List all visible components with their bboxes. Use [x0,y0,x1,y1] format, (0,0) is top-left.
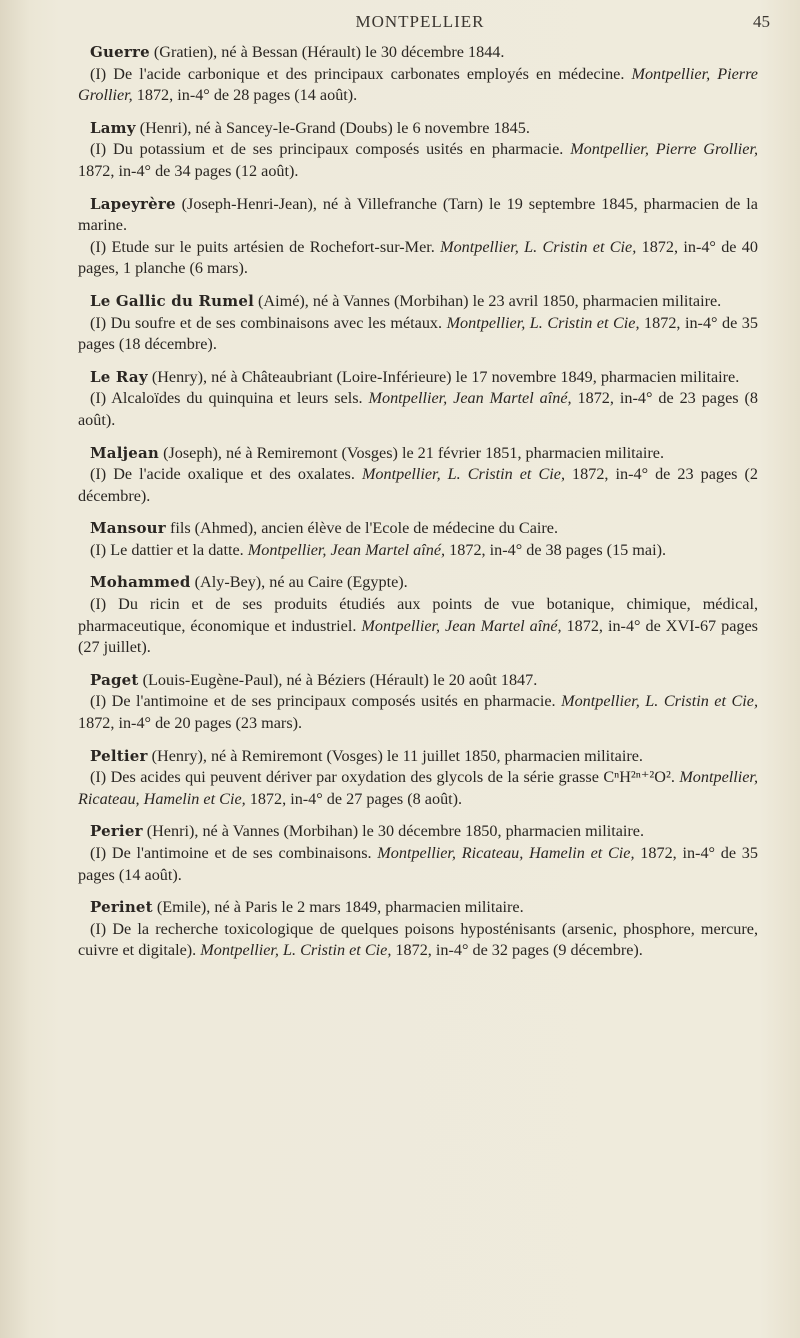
thesis-citation [78,313,758,356]
author-bio: (Aly-Bey), né au Caire (Egypte). [190,573,408,592]
entry-lamy [78,118,758,183]
entry-lapeyrere [78,194,758,280]
publisher: Montpellier, Pierre Grollier, [78,64,758,105]
thesis-citation [78,139,758,182]
thesis-title: (I) Le dattier et la datte. [90,540,248,559]
entry-bio [78,42,758,64]
thesis-title: (I) De l'antimoine et de ses combinaisons. [90,844,378,862]
author-bio: (Henri), né à Sancey-le-Grand (Doubs) le 6 novembre 1845. [135,118,530,137]
publisher: Montpellier, Pierre Grollier, [570,140,758,159]
author-name: Le Ray [90,367,148,386]
entry-bio [78,746,758,768]
author-bio: (Henri), né à Vannes (Morbihan) le 30 décembre 1850, pharmacien militaire. [142,822,645,841]
publication-details: 1872, in-4° de XVI-67 pages (27 juillet). [78,616,758,657]
author-name: Mohammed [90,573,191,592]
thesis-title: (I) Etude sur le puits artésien de Rochefort-sur-Mer. [90,237,441,256]
publication-details: 1872, in-4° de 32 pages (9 décembre). [391,941,643,960]
entry-bio [78,443,758,465]
publisher: Montpellier, L. Cristin et Cie, [561,692,759,711]
publication-details: 1872, in-4° de 40 pages, 1 planche (6 mars). [78,237,758,278]
thesis-citation [78,691,758,734]
entry-le-ray [78,367,758,432]
thesis-title: (I) Des acides qui peuvent dériver par oxydation des glycols de la série grasse CⁿH²ⁿ⁺²O². [90,768,680,787]
entry-mansour [78,518,758,561]
entry-guerre [78,42,758,107]
entry-bio [78,291,758,313]
entry-bio [78,572,758,594]
author-name: Lapeyrère [90,194,176,213]
publication-details: 1872, in-4° de 38 pages (15 mai). [445,540,667,559]
entry-bio [78,670,758,692]
publisher: Montpellier, L. Cristin et Cie, [446,313,640,332]
thesis-citation [78,388,758,431]
running-head: MONTPELLIER [355,12,485,31]
publisher: Montpellier, L. Cristin et Cie, [200,941,392,960]
author-name: Mansour [90,519,166,538]
author-bio: (Gratien), né à Bessan (Hérault) le 30 décembre 1844. [149,43,505,61]
entry-perier [78,821,758,886]
entry-le-gallic-du-rumel [78,291,758,356]
author-name: Peltier [90,746,148,765]
author-bio: fils (Ahmed), ancien élève de l'Ecole de médecine du Caire. [165,519,559,538]
entry-bio [78,821,758,843]
thesis-title: (I) De la recherche toxicologique de quelques poisons hyposténisants (arsenic, phosphore, mercure, cuivre et digitale). [78,919,758,960]
entry-bio [78,518,758,540]
author-name: Guerre [90,43,150,61]
thesis-citation [78,843,758,886]
publisher: Montpellier, Jean Martel aîné, [368,389,572,408]
publisher: Montpellier, Jean Martel aîné, [361,616,562,635]
entry-bio [78,194,758,237]
thesis-title: (I) Du soufre et de ses combinaisons avec les métaux. [90,313,447,332]
author-bio: (Emile), né à Paris le 2 mars 1849, pharmacien militaire. [152,898,524,917]
entry-bio [78,118,758,140]
entry-bio [78,367,758,389]
thesis-citation [78,464,758,507]
publication-details: 1872, in-4° de 28 pages (14 août). [132,86,358,105]
publisher: Montpellier, Ricateau, Hamelin et Cie, [78,768,758,808]
publication-details: 1872, in-4° de 23 pages (2 décembre). [78,465,758,505]
author-bio: (Henry), né à Châteaubriant (Loire-Inférieure) le 17 novembre 1849, pharmacien militaire. [147,367,740,386]
thesis-citation [78,540,758,562]
entry-list [78,42,758,973]
thesis-title: (I) De l'acide carbonique et des principaux carbonates employés en médecine. [90,64,632,83]
publication-details: 1872, in-4° de 35 pages (18 décembre). [78,313,758,354]
thesis-title: (I) De l'antimoine et de ses principaux composés usités en pharmacie. [90,692,562,711]
author-name: Le Gallic du Rumel [90,291,254,310]
page-number: 45 [753,12,770,31]
thesis-citation [78,919,758,962]
thesis-citation [78,64,758,107]
thesis-title: (I) Du ricin et de ses produits étudiés aux points de vue botanique, chimique, médical, pharmaceutique, économique et industriel. [78,595,758,635]
page-header [70,8,770,34]
publisher: Montpellier, L. Cristin et Cie, [440,237,637,256]
author-name: Perinet [90,898,153,917]
author-bio: (Henry), né à Remiremont (Vosges) le 11 juillet 1850, pharmacien militaire. [147,746,643,765]
author-name: Maljean [90,443,160,462]
author-name: Lamy [90,118,136,137]
entry-peltier [78,746,758,811]
publication-details: 1872, in-4° de 27 pages (8 août). [245,789,463,808]
thesis-citation [78,237,758,280]
publisher: Montpellier, L. Cristin et Cie, [361,465,565,484]
publisher: Montpellier, Ricateau, Hamelin et Cie, [377,844,635,862]
thesis-title: (I) De l'acide oxalique et des oxalates. [90,465,362,484]
author-bio: (Joseph-Henri-Jean), né à Villefranche (Tarn) le 19 septembre 1845, pharmacien de la marine. [78,194,758,235]
author-bio: (Joseph), né à Remiremont (Vosges) le 21 février 1851, pharmacien militaire. [159,443,664,462]
publication-details: 1872, in-4° de 20 pages (23 mars). [78,714,303,733]
thesis-citation [78,594,758,659]
publication-details: 1872, in-4° de 34 pages (12 août). [78,161,299,180]
thesis-title: (I) Du potassium et de ses principaux composés usités en pharmacie. [90,140,571,159]
entry-bio [78,897,758,919]
thesis-citation [78,767,758,810]
publication-details: 1872, in-4° de 35 pages (14 août). [78,844,758,884]
author-name: Perier [90,822,143,841]
thesis-title: (I) Alcaloïdes du quinquina et leurs sels. [90,389,369,408]
author-name: Paget [90,670,139,689]
entry-mohammed [78,572,758,658]
author-bio: (Louis-Eugène-Paul), né à Béziers (Hérault) le 20 août 1847. [138,670,538,689]
author-bio: (Aimé), né à Vannes (Morbihan) le 23 avril 1850, pharmacien militaire. [254,291,722,310]
publication-details: 1872, in-4° de 23 pages (8 août). [78,389,758,429]
entry-perinet [78,897,758,962]
entry-paget [78,670,758,735]
entry-maljean [78,443,758,508]
publisher: Montpellier, Jean Martel aîné, [247,540,446,559]
